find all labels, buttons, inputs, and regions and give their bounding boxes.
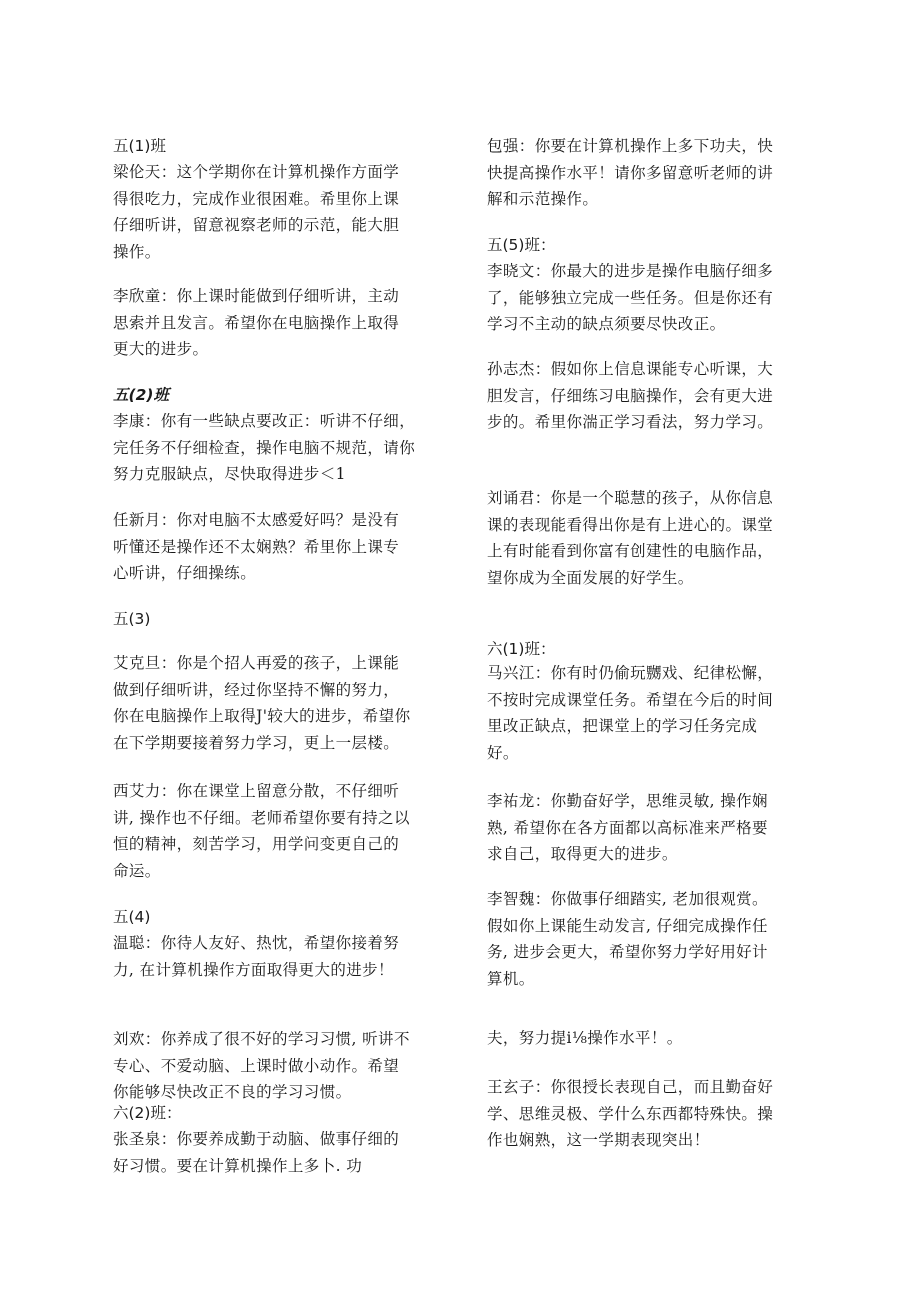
comment-line: 仔细听讲，留意视察老师的示范，能大胆 xyxy=(113,216,400,234)
comment-line: 温聪：你待人友好、热忱，希望你接着努 xyxy=(113,934,400,952)
comment-li-zhiwei xyxy=(487,886,809,992)
comment-line: 不按时完成课堂任务。希望在今后的时间 xyxy=(487,690,774,709)
comment-fragment xyxy=(487,1025,809,1052)
heading-text: 六(2)班： xyxy=(113,1104,182,1122)
comment-line: 假如你上课能生动发言, 仔细完成操作任 xyxy=(487,916,768,935)
comment-sun-zhijie xyxy=(487,356,809,436)
heading-text: 五(4) xyxy=(113,908,151,926)
comment-line: 命运。 xyxy=(113,861,161,880)
class-heading-6-2 xyxy=(113,1100,435,1127)
comment-line: 算机。 xyxy=(487,969,535,988)
heading-text: 五(2)班 xyxy=(113,386,169,404)
comment-line: 操作。 xyxy=(113,242,161,261)
heading-text: 五(1)班 xyxy=(113,137,166,155)
comment-line: 马兴江：你有时仍偷玩嬲戏、纪律松懈， xyxy=(487,664,774,682)
comment-ma-xingjiang xyxy=(487,660,809,766)
comment-line: 得很吃力，完成作业很困难。希里你上课 xyxy=(113,189,400,208)
comment-liang-luntian xyxy=(113,159,435,265)
heading-text: 五(3) xyxy=(113,610,151,628)
comment-line: 在下学期要接着努力学习，更上一层楼。 xyxy=(113,733,400,752)
comment-line: 胆发言，仔细练习电脑操作，会有更大进 xyxy=(487,386,774,405)
class-heading-6-1 xyxy=(487,636,809,663)
comment-li-kang xyxy=(113,408,435,488)
comment-li-youlong xyxy=(487,788,809,868)
comment-line: 望你成为全面发展的好学生。 xyxy=(487,568,694,587)
heading-text: 六(1)班： xyxy=(487,640,556,658)
comment-line: 孙志杰：假如你上信息课能专心听课，大 xyxy=(487,360,774,378)
comment-ren-xinyue xyxy=(113,507,435,587)
comment-line: 力, 在计算机操作方面取得更大的进步！ xyxy=(113,960,394,979)
comment-line: 讲, 操作也不仔细。老师希望你要有持之以 xyxy=(113,808,410,827)
comment-line: 李祐龙：你勤奋好学，思维灵敏, 操作娴 xyxy=(487,792,768,810)
comment-line: 恒的精神，刻苦学习，用学问变更自己的 xyxy=(113,835,400,853)
comment-line: 熟, 希望你在各方面都以高标准来严格要 xyxy=(487,818,768,837)
comment-zhang-shengquan xyxy=(113,1126,435,1179)
class-heading-5-4 xyxy=(113,904,435,931)
comment-line: 李康：你有一些缺点要改正：听讲不仔细， xyxy=(113,412,416,430)
class-heading-5-1 xyxy=(113,133,435,160)
comment-wen-cong xyxy=(113,930,435,983)
comment-aikedan xyxy=(113,650,435,756)
comment-line: 做到仔细听讲，经过你坚持不懈的努力， xyxy=(113,680,400,699)
comment-line: 好习惯。要在计算机操作上多卜. 功 xyxy=(113,1156,363,1175)
class-heading-5-5 xyxy=(487,232,809,259)
comment-line: 完任务不仔细检查，操作电脑不规范，请你 xyxy=(113,438,416,457)
comment-line: 好。 xyxy=(487,743,519,762)
comment-line: 努力克服缺点，尽快取得进步＜1 xyxy=(113,465,346,483)
comment-line: 心听讲，仔细操练。 xyxy=(113,564,257,582)
comment-line: 里改正缺点，把课堂上的学习任务完成 xyxy=(487,717,758,735)
comment-line: 夫，努力提i⅛操作水平！。 xyxy=(487,1029,683,1047)
comment-line: 刘诵君：你是一个聪慧的孩子，从你信息 xyxy=(487,489,774,507)
comment-li-xiaowen xyxy=(487,258,809,338)
comment-line: 专心、不爱动脑、上课时做小动作。希望 xyxy=(113,1056,400,1075)
comment-line: 上有时能看到你富有创建性的电脑作品， xyxy=(487,542,774,560)
comment-line: 艾克旦：你是个招人再爱的孩子，上课能 xyxy=(113,654,400,672)
comment-line: 梁伦天：这个学期你在计算机操作方面学 xyxy=(113,163,400,181)
comment-line: 求自己，取得更大的进步。 xyxy=(487,845,678,863)
comment-line: 学、思维灵极、学什么东西都特殊快。操 xyxy=(487,1104,774,1123)
comment-line: 更大的进步。 xyxy=(113,340,209,358)
comment-line: 李智魏：你做事仔细踏实, 老加很观赏。 xyxy=(487,890,768,908)
comment-line: 你在电脑操作上取得J'较大的进步，希望你 xyxy=(113,707,411,725)
comment-line: 快提高操作水平！请你多留意听老师的讲 xyxy=(487,163,774,182)
heading-text: 五(5)班： xyxy=(487,236,556,254)
comment-line: 张圣泉：你要养成勤于动脑、做事仔细的 xyxy=(113,1130,400,1148)
comment-xi-aili xyxy=(113,778,435,884)
comment-line: 李晓文：你最大的进步是操作电脑仔细多 xyxy=(487,262,774,280)
comment-line: 王玄子：你很授长表现自己，而且勤奋好 xyxy=(487,1078,774,1096)
comment-line: 李欣童：你上课时能做到仔细听讲，主动 xyxy=(113,287,400,305)
comment-line: 刘欢：你养成了很不好的学习习惯, 听讲不 xyxy=(113,1030,410,1048)
comment-liu-huan xyxy=(113,1026,435,1106)
comment-line: 课的表现能看得出你是有上进心的。课堂 xyxy=(487,515,774,534)
comment-line: 西艾力：你在课堂上留意分散，不仔细听 xyxy=(113,782,400,800)
comment-liu-songjun xyxy=(487,485,809,591)
class-heading-5-3 xyxy=(113,606,435,633)
comment-line: 步的。希里你湍正学习看法，努力学习。 xyxy=(487,413,774,431)
comment-line: 解和示范操作。 xyxy=(487,190,599,208)
comment-line: 任新月：你对电脑不太感爱好吗？是没有 xyxy=(113,511,400,529)
comment-li-xintong xyxy=(113,283,435,363)
comment-line: 听懂还是操作还不太娴熟？希里你上课专 xyxy=(113,537,400,556)
comment-bao-qiang xyxy=(487,133,809,213)
comment-line: 学习不主动的缺点须要尽快改正。 xyxy=(487,315,726,333)
comment-line: 作也娴熟，这一学期表现突出！ xyxy=(487,1131,710,1149)
comment-line: 了，能够独立完成一些任务。但是你还有 xyxy=(487,288,774,307)
class-heading-5-2 xyxy=(113,382,435,409)
comment-line: 思索并且发言。希望你在电脑操作上取得 xyxy=(113,313,400,332)
comment-line: 你能够尽快改正不良的学习习惯。 xyxy=(113,1083,352,1101)
comment-line: 务, 进步会更大，希望你努力学好用好计 xyxy=(487,943,768,961)
comment-wang-xuanzi xyxy=(487,1074,809,1154)
comment-line: 包强：你要在计算机操作上多下功夫，快 xyxy=(487,137,774,155)
